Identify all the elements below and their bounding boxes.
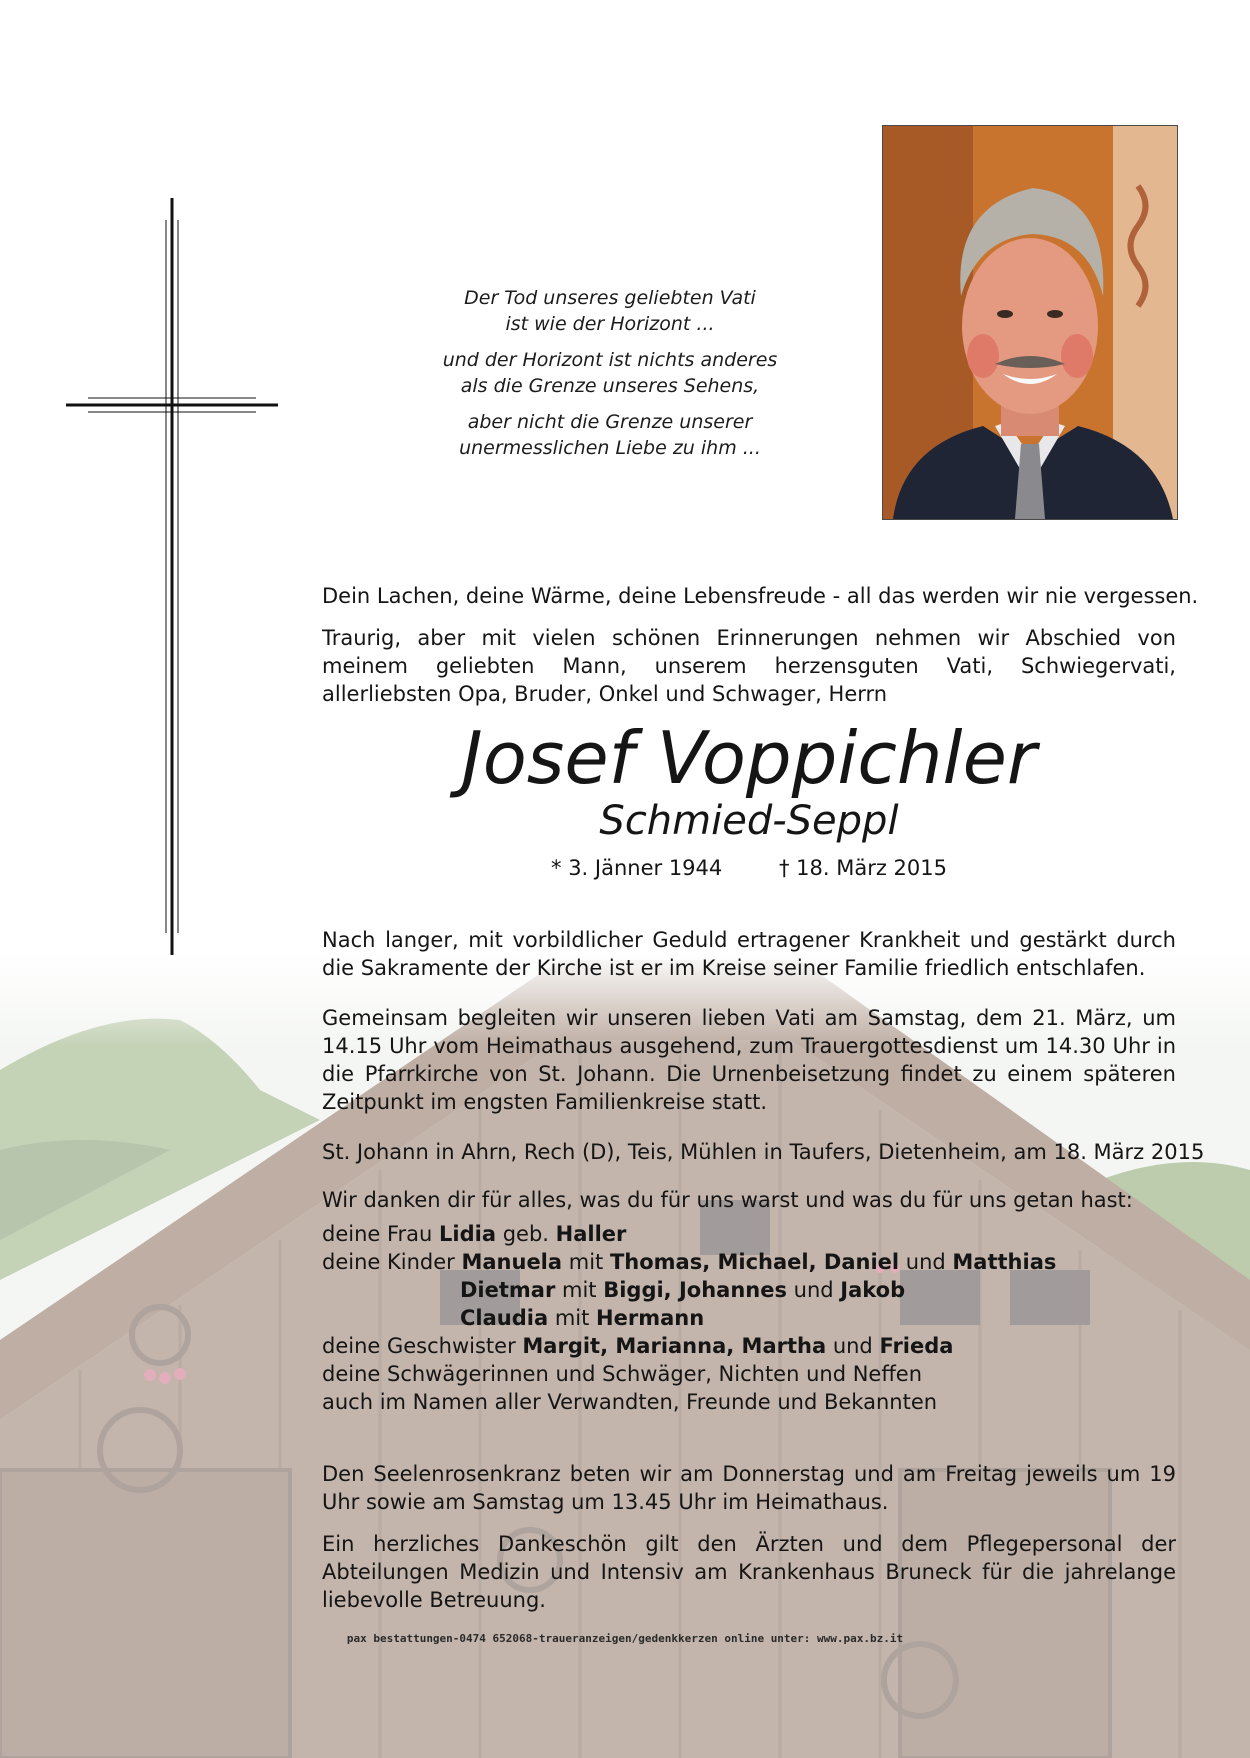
family-children: Dietmar mit Biggi, Johannes und Jakob — [460, 1278, 906, 1302]
memorial-poem — [390, 285, 830, 471]
family-list — [322, 1220, 1176, 1416]
death-date: † 18. März 2015 — [778, 856, 947, 880]
family-inlaws: deine Schwägerinnen und Schwäger, Nichten und Neffen — [322, 1362, 923, 1386]
obituary-body — [322, 582, 1205, 1614]
family-relatives: auch im Namen aller Verwandten, Freunde und Bekannten — [322, 1390, 938, 1414]
family-children: deine Kinder Manuela mit Thomas, Michael, Daniel und Matthias — [322, 1250, 1057, 1274]
deceased-name: Josef Voppichler — [461, 716, 1037, 800]
passing-paragraph: Nach langer, mit vorbildlicher Geduld ertragener Krankheit und gestärkt durch die Sakramente der Kirche ist er im Kreise seiner Familie friedlich entschlafen. — [322, 928, 1176, 980]
intro-line: Dein Lachen, deine Wärme, deine Lebensfreude - all das werden wir nie vergessen. — [322, 584, 1199, 608]
funeral-paragraph: Gemeinsam begleiten wir unseren lieben Vati am Samstag, dem 21. März, um 14.15 Uhr vom Heimathaus ausgehend, zum Trauergottesdienst um 14.30 Uhr in die Pfarrkirche von St. Johann. Die Urnenbeisetzung findet zu einem späteren Zeitpunkt im engsten Familienkreise statt. — [322, 1006, 1176, 1114]
gratitude-paragraph: Ein herzliches Dankeschön gilt den Ärzten und dem Pflegepersonal der Abteilungen Medizin und Intensiv am Krankenhaus Bruneck für die jahrelange liebevolle Betreuung. — [322, 1532, 1176, 1612]
place-date-line: St. Johann in Ahrn, Rech (D), Teis, Mühlen in Taufers, Dietenheim, am 18. März 2015 — [322, 1140, 1205, 1164]
poem-stanza: Der Tod unseres geliebten Vati ist wie der Horizont ... — [464, 287, 756, 335]
birth-date: * 3. Jänner 1944 — [551, 856, 723, 880]
footer-imprint: pax bestattungen-0474 652068-traueranzeigen/gedenkkerzen online unter: www.pax.bz.it — [346, 1632, 904, 1645]
cross-icon — [62, 198, 282, 955]
poem-stanza: und der Horizont ist nichts anderes als die Grenze unseres Sehens, — [442, 349, 778, 397]
portrait-photo — [882, 125, 1178, 520]
family-wife: deine Frau Lidia geb. Haller — [322, 1222, 627, 1246]
intro-paragraph: Traurig, aber mit vielen schönen Erinnerungen nehmen wir Abschied von meinem geliebten Mann, unserem herzensguten Vati, Schwiegervati, allerliebsten Opa, Bruder, Onkel und Schwager, Herrn — [322, 626, 1176, 706]
deceased-nickname: Schmied-Seppl — [599, 798, 899, 844]
thanks-intro: Wir danken dir für alles, was du für uns warst und was du für uns getan hast: — [322, 1188, 1133, 1212]
rosary-paragraph: Den Seelenrosenkranz beten wir am Donnerstag und am Freitag jeweils um 19 Uhr sowie am Samstag um 13.45 Uhr im Heimathaus. — [322, 1462, 1176, 1514]
family-siblings: deine Geschwister Margit, Marianna, Martha und Frieda — [322, 1334, 954, 1358]
poem-stanza: aber nicht die Grenze unserer unermesslichen Liebe zu ihm ... — [459, 411, 761, 459]
family-children: Claudia mit Hermann — [460, 1306, 705, 1330]
life-dates — [322, 854, 1176, 882]
